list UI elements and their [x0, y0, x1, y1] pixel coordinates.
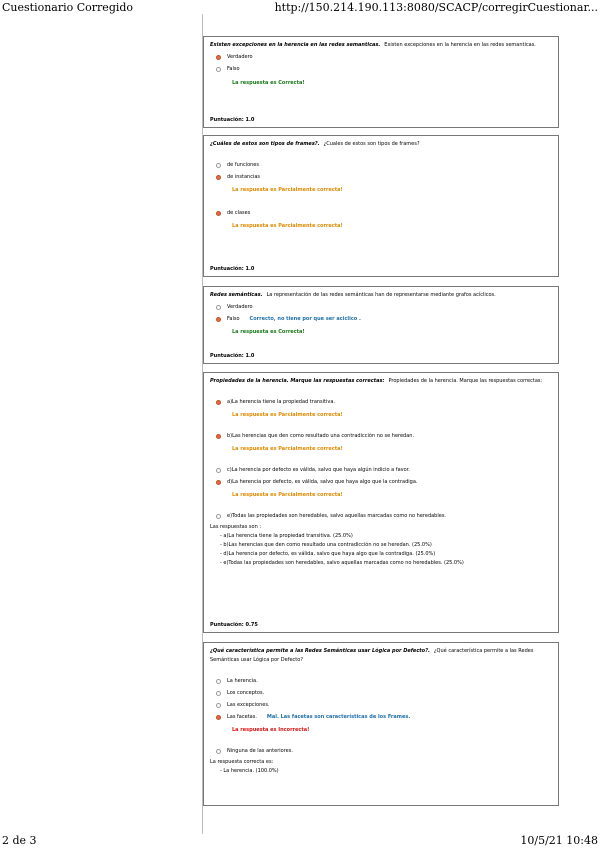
option-feedback: Correcto, no tiene por que ser aciclico .: [249, 316, 361, 322]
feedback-partial: La respuesta es Parcialmente correcta!: [232, 223, 343, 229]
question-4: [203, 372, 559, 633]
question-title: Existen excepciones en la herencia en las redes semanticas.: [210, 42, 381, 48]
print-datetime: 10/5/21 10:48: [520, 834, 598, 847]
question-1: [203, 36, 559, 128]
question-text: ¿Qué característica permite a las Redes Semánticas usar Lógica por Defecto?: [210, 648, 534, 663]
option-los-conceptos[interactable]: Los conceptos.: [216, 689, 552, 698]
question-text: Propiedades de la herencia. Marque las respuestas correctas:: [388, 378, 543, 384]
option-a[interactable]: a)La herencia tiene la propiedad transitiva.: [216, 398, 552, 407]
question-title: Propiedades de la herencia. Marque las respuestas correctas:: [210, 378, 385, 384]
page-title: Cuestionario Corregido: [2, 1, 134, 14]
option-de-clases[interactable]: de clases: [216, 209, 552, 218]
option-d[interactable]: d)La herencia por defecto, es válida, salvo que haya algo que la contradiga.: [216, 478, 552, 487]
answer-line: - La herencia. (100.0%): [220, 768, 279, 774]
question-text: Existen excepciones en la herencia en las redes semanticas.: [384, 42, 536, 48]
option-c[interactable]: c)La herencia por defecto es válida, salvo que haya algún indicio a favor.: [216, 466, 552, 475]
score: Puntuación: 0.75: [210, 622, 258, 628]
checkbox-selected-icon[interactable]: [216, 434, 221, 439]
page-url: http://150.214.190.113:8080/SCACP/corregirCuestionar...: [274, 1, 598, 14]
option-verdadero[interactable]: Verdadero: [216, 303, 552, 312]
option-falso[interactable]: Falso Correcto, no tiene por que ser aciclico .: [216, 315, 552, 324]
option-la-herencia[interactable]: La herencia.: [216, 677, 552, 686]
checkbox-selected-icon[interactable]: [216, 480, 221, 485]
option-b[interactable]: b)Las herencias que den como resultado una contradicción no se heredan.: [216, 432, 552, 441]
radio-empty-icon[interactable]: [216, 749, 221, 754]
radio-empty-icon[interactable]: [216, 691, 221, 696]
option-las-excepciones[interactable]: Las excepciones.: [216, 701, 552, 710]
radio-selected-icon[interactable]: [216, 317, 221, 322]
option-verdadero[interactable]: Verdadero: [216, 53, 552, 62]
answers-label: La respuesta correcta es:: [210, 759, 274, 765]
question-2: [203, 135, 559, 277]
answer-line: - a)La herencia tiene la propiedad transitiva. (25.0%): [220, 533, 353, 539]
question-3: [203, 286, 559, 364]
radio-selected-icon[interactable]: [216, 55, 221, 60]
checkbox-empty-icon[interactable]: [216, 468, 221, 473]
question-text: La representación de las redes semánticas han de representarse mediante grafos acíclicos.: [266, 292, 496, 298]
answer-line: - e)Todas las propiedades son heredables, salvo aquellas marcadas como no heredables. (25.0%): [220, 560, 464, 566]
radio-empty-icon[interactable]: [216, 679, 221, 684]
page-number: 2 de 3: [2, 834, 37, 847]
checkbox-empty-icon[interactable]: [216, 514, 221, 519]
question-title: ¿Qué característica permite a las Redes Semánticas usar Lógica por Defecto?.: [210, 648, 430, 654]
radio-empty-icon[interactable]: [216, 67, 221, 72]
print-footer: [0, 834, 600, 848]
radio-empty-icon[interactable]: [216, 305, 221, 310]
answer-line: - d)La herencia por defecto, es válida, salvo que haya algo que la contradiga. (25.0%): [220, 551, 436, 557]
checkbox-selected-icon[interactable]: [216, 400, 221, 405]
feedback-partial: La respuesta es Parcialmente correcta!: [232, 492, 343, 498]
option-falso[interactable]: Falso: [216, 65, 552, 74]
score: Puntuación: 1.0: [210, 117, 255, 123]
option-e[interactable]: e)Todas las propiedades son heredables, salvo aquellas marcadas como no heredables.: [216, 512, 552, 521]
option-de-instancias[interactable]: de instancias: [216, 173, 552, 182]
score: Puntuación: 1.0: [210, 266, 255, 272]
feedback-correct: La respuesta es Correcta!: [232, 329, 305, 335]
feedback-incorrect: La respuesta es Incorrecta!: [232, 727, 310, 733]
feedback-correct: La respuesta es Correcta!: [232, 80, 305, 86]
feedback-partial: La respuesta es Parcialmente correcta!: [232, 412, 343, 418]
checkbox-selected-icon[interactable]: [216, 211, 221, 216]
radio-selected-icon[interactable]: [216, 715, 221, 720]
question-text: ¿Cuales de estos son tipos de frames?: [323, 141, 420, 147]
option-las-facetas[interactable]: Las facetas. Mal. Las facetas son características de los Frames.: [216, 713, 552, 722]
checkbox-empty-icon[interactable]: [216, 163, 221, 168]
question-title: Redes semánticas.: [210, 292, 263, 298]
option-ninguna[interactable]: Ninguna de las anteriores.: [216, 747, 552, 756]
radio-empty-icon[interactable]: [216, 703, 221, 708]
option-de-funciones[interactable]: de funciones: [216, 161, 552, 170]
question-title: ¿Cuáles de estos son tipos de frames?.: [210, 141, 320, 147]
feedback-partial: La respuesta es Parcialmente correcta!: [232, 446, 343, 452]
answers-label: Las respuestas son :: [210, 524, 262, 530]
option-feedback: Mal. Las facetas son características de los Frames.: [266, 714, 411, 720]
score: Puntuación: 1.0: [210, 353, 255, 359]
answer-line: - b)Las herencias que den como resultado una contradicción no se heredan. (25.0%): [220, 542, 432, 548]
feedback-partial: La respuesta es Parcialmente correcta!: [232, 187, 343, 193]
print-header: [0, 0, 600, 14]
checkbox-selected-icon[interactable]: [216, 175, 221, 180]
question-5: [203, 642, 559, 806]
